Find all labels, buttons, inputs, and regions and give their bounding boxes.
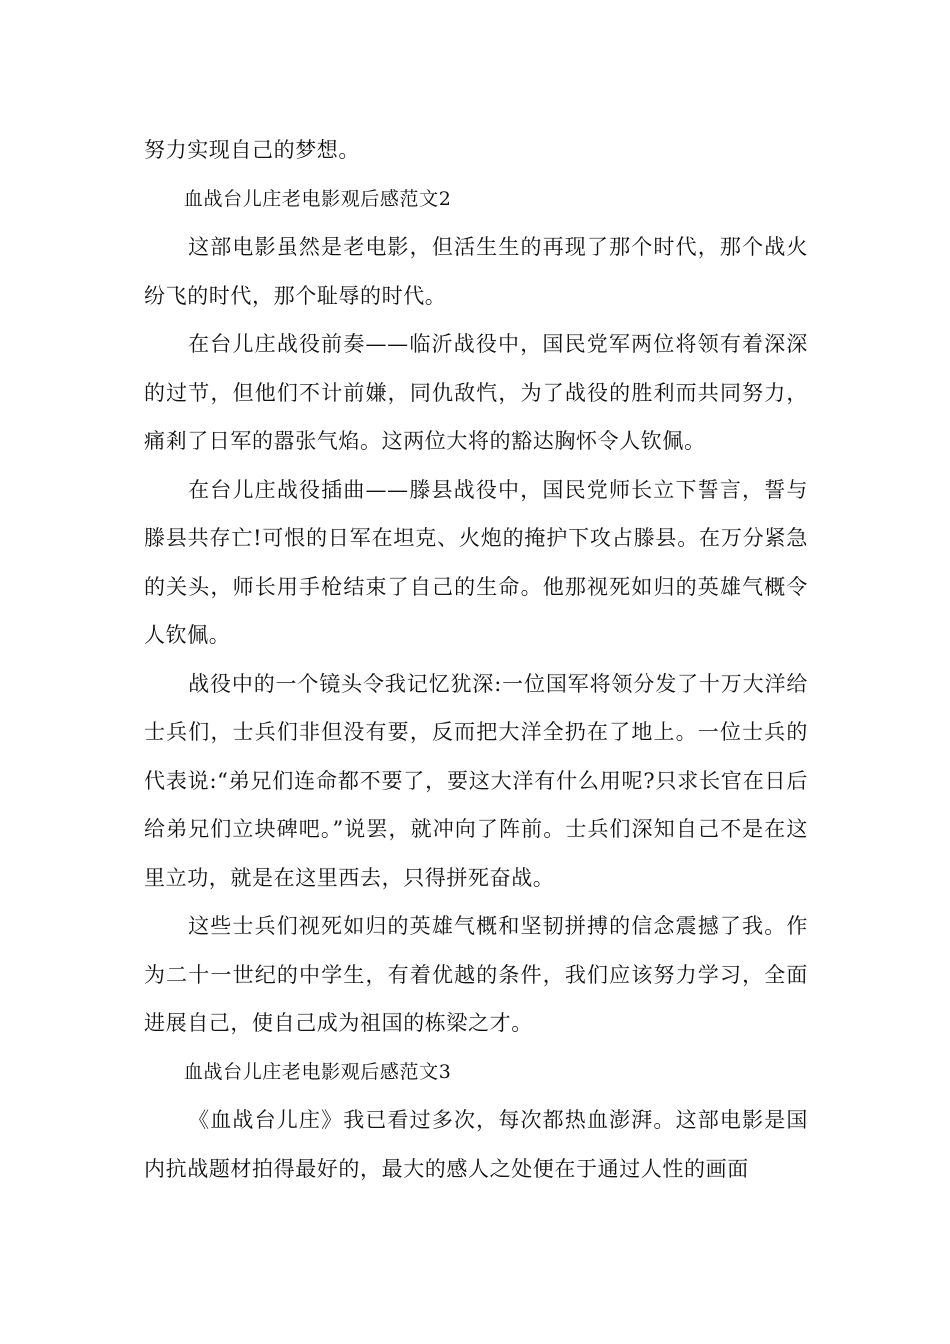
paragraph-tengxian-battle: 在台儿庄战役插曲——滕县战役中，国民党师长立下誓言，誓与滕县共存亡!可恨的日军在坦克、火炮的掩护下攻占滕县。在万分紧急的关头，师长用手枪结束了自己的生命。他那视死如归的英雄气概令人钦佩。 <box>144 477 808 647</box>
paragraph-essay-3-intro: 《血战台儿庄》我已看过多次，每次都热血澎湃。这部电影是国内抗战题材拍得最好的，最大的感人之处便在于通过人性的画面 <box>144 1108 808 1181</box>
document-body <box>144 126 808 1193</box>
section-heading-essay-3: 血战台儿庄老电影观后感范文3 <box>183 1060 452 1083</box>
section-heading-essay-2: 血战台儿庄老电影观后感范文2 <box>183 187 452 210</box>
paragraph-intro: 这部电影虽然是老电影，但活生生的再现了那个时代，那个战火纷飞的时代，那个耻辱的时代。 <box>144 235 808 308</box>
paragraph-linyi-battle: 在台儿庄战役前奏——临沂战役中，国民党军两位将领有着深深的过节，但他们不计前嫌，同仇敌忾，为了战役的胜利而共同努力，痛剎了日军的嚣张气焰。这两位大将的豁达胸怀令人钦佩。 <box>144 332 808 453</box>
paragraph-soldiers-scene: 战役中的一个镜头令我记忆犹深:一位国军将领分发了十万大洋给士兵们，士兵们非但没有要，反而把大洋全扔在了地上。一位士兵的代表说:“弟兄们连命都不要了，要这大洋有什么用呢?只求长官在日后给弟兄们立块碑吧。”说罢，就冲向了阵前。士兵们深知自己不是在这里立功，就是在这里西去，只得拼死奋战。 <box>144 671 808 890</box>
paragraph-reflection: 这些士兵们视死如归的英雄气概和坚韧拼搏的信念震撼了我。作为二十一世纪的中学生，有着优越的条件，我们应该努力学习，全面进展自己，使自己成为祖国的栋梁之才。 <box>144 914 808 1035</box>
paragraph-continuation: 努力实现自己的梦想。 <box>144 138 360 162</box>
